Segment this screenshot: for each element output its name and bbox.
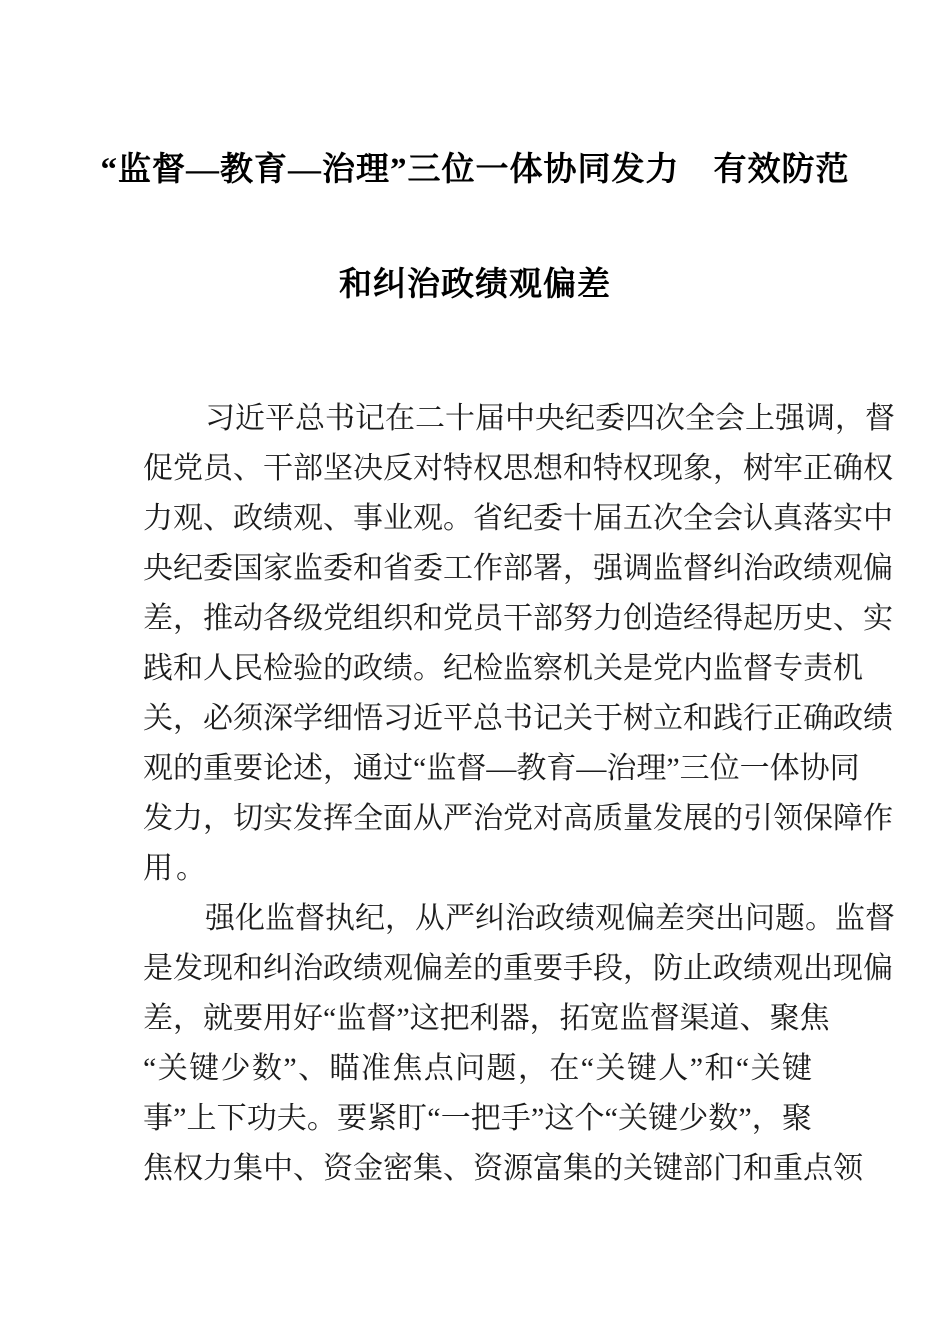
- body-line: 焦 权 力 集 中 、 资 金 密 集 、 资 源 富 集 的 关 键 部 门 和 重 点 领: [143, 1152, 863, 1185]
- document-body: [143, 400, 895, 1200]
- body-line: 强 化 监 督 执 纪 ， 从 严 纠 治 政 绩 观 偏 差 突 出 问 题 。 监 督: [205, 902, 895, 935]
- body-line: 关 ， 必 须 深 学 细 悟 习 近 平 总 书 记 关 于 树 立 和 践 行 正 确 政 绩: [143, 702, 893, 735]
- body-line: 是 发 现 和 纠 治 政 绩 观 偏 差 的 重 要 手 段 ， 防 止 政 绩 观 出 现 偏: [143, 952, 893, 985]
- body-line: 差 ， 推 动 各 级 党 组 织 和 党 员 干 部 努 力 创 造 经 得 起 历 史 、 实: [143, 602, 893, 635]
- body-line: 力 观 、 政 绩 观 、 事 业 观 。 省 纪 委 十 届 五 次 全 会 认 真 落 实 中: [143, 502, 893, 535]
- body-line: 事 ” 上 下 功 夫 。 要 紧 盯 “ 一 把 手 ” 这 个 “ 关 键 少 数 ” ， 聚: [143, 1102, 812, 1135]
- body-line: “ 关 键 少 数 ” 、 瞄 准 焦 点 问 题 ， 在 “ 关 键 人 ” 和 “ 关 键: [143, 1052, 812, 1085]
- body-line: 差 ， 就 要 用 好 “ 监 督 ” 这 把 利 器 ， 拓 宽 监 督 渠 道 、 聚 焦: [143, 1002, 830, 1035]
- body-line: 习 近 平 总 书 记 在 二 十 届 中 央 纪 委 四 次 全 会 上 强 调 ， 督: [205, 402, 895, 435]
- body-line: 发 力 ， 切 实 发 挥 全 面 从 严 治 党 对 高 质 量 发 展 的 引 领 保 障 作: [143, 802, 893, 835]
- document-title-line-2: 和纠治政绩观偏差: [339, 267, 611, 303]
- body-line: 促 党 员 、 干 部 坚 决 反 对 特 权 思 想 和 特 权 现 象 ， 树 牢 正 确 权: [143, 452, 893, 485]
- document-title-line-1: “监督—教育—治理”三位一体协同发力 有效防范: [100, 152, 850, 188]
- body-line: 央 纪 委 国 家 监 委 和 省 委 工 作 部 署 ， 强 调 监 督 纠 治 政 绩 观 偏: [143, 552, 893, 585]
- body-line: 践 和 人 民 检 验 的 政 绩 。 纪 检 监 察 机 关 是 党 内 监 督 专 责 机: [143, 652, 863, 685]
- body-line: 用 。: [143, 852, 209, 885]
- body-line: 观 的 重 要 论 述 ， 通 过 “ 监 督 — 教 育 — 治 理 ” 三 位 一 体 协 同: [143, 752, 860, 785]
